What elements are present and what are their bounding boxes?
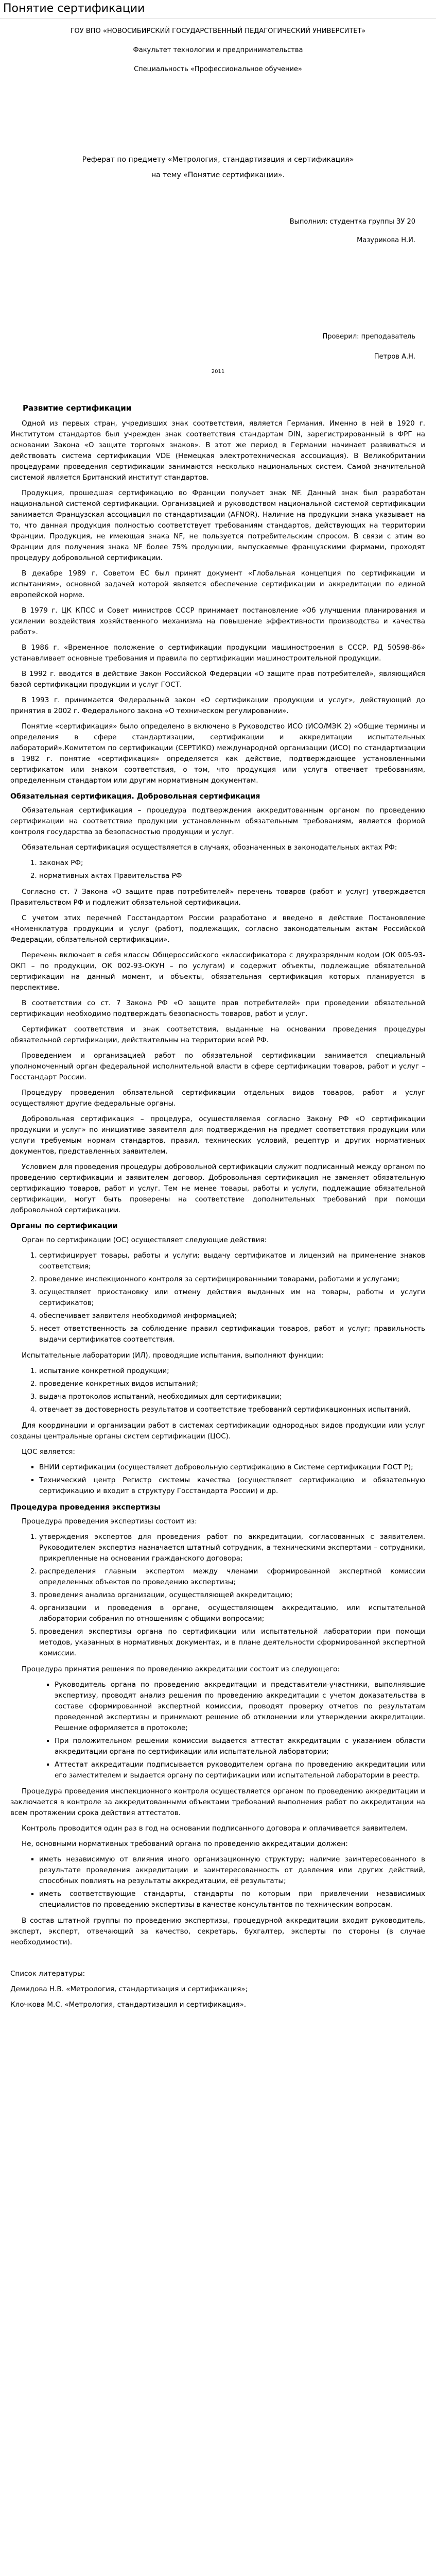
report-subject: Реферат по предмету «Метрология, стандартизация и сертификация» [82,156,354,164]
list-item: ▪ При положительном решении комиссии выдается аттестат аккредитации с указанием области аккредитации органа по сертификации или испытательной лаборатории; [55,1736,425,1757]
paragraph: Продукция, прошедшая сертификацию во Франции получает знак NF. Данный знак был разработан национальной системой сертификации. Организацией и руководством национальной системой сертификации занимается Французская ассоциация по стандартизации (AFNOR). Наличие на продукции знака указывает на то, что данная продукция полностью соответствует требованиям стандартов, действующих на территории Франции. Продукция, не имеющая знака NF, не пользуется потребительским спросом. В связи с этим во Франции для получения знака NF более 75% продукции, выпускаемые французскими фирмами, проходят процедуру добровольной сертификации. [10,489,425,562]
list-item: 2. нормативных актах Правительства РФ [39,871,425,882]
paragraph: Процедура принятия решения по проведению аккредитации состоит из следующего: [22,1665,340,1673]
list-item: 3. проведения анализа организации, осуществляющей аккредитацию; [39,1590,425,1601]
list-item: 1. утверждения экспертов для проведения работ по аккредитации, согласованных с заявителем. Руководителем экспертиз назначается штатный сотрудник, а техническими экспертами – сотрудники, прикрепленные на основании гражданского договора; [39,1532,425,1564]
paragraph: В соответствии со ст. 7 Закона РФ «О защите прав потребителей» при проведении обязательной сертификации необходимо подтверждать безопасность товаров, работ и услуг. [10,999,425,1018]
paragraph: Обязательная сертификация осуществляется в случаях, обозначенных в законодательных актах РФ: [22,843,397,852]
university-name: ГОУ ВПО «НОВОСИБИРСКИЙ ГОСУДАРСТВЕННЫЙ ПЕДАГОГИЧЕСКИЙ УНИВЕРСИТЕТ» [70,27,366,35]
numbered-list [10,1532,425,1659]
paragraph: Обязательная сертификация – процедура подтверждения аккредитованным органом по проведению сертификации на соответствие продукции установленным обязательным требованиям, является формой контроля государства за безопасностью продукции и услуг. [10,806,425,836]
list-item: 1. законах РФ; [39,858,425,869]
section-title-bodies: Органы по сертификации [10,1222,118,1230]
paragraph: В декабре 1989 г. Советом ЕС был принят документ «Глобальная концепция по сертификации и испытаниям», основной задачей которой является обеспечение сертификации и аккредитации по единой европейской норме. [10,569,425,599]
author-name: Мазурикова Н.И. [357,236,415,244]
paragraph: Для координации и организации работ в системах сертификации однородных видов продукции или услуг созданы центральные органы систем сертификации (ЦОС). [10,1421,425,1440]
literature-item: Демидова Н.В. «Метрология, стандартизация и сертификация»; [10,1985,248,1993]
list-item: 1. сертифицирует товары, работы и услуги; выдачу сертификатов и лицензий на применение знаков соответствия; [39,1250,425,1272]
paragraph: Проведением и организацией работ по обязательной сертификации занимается специальный уполномоченный орган федеральной исполнительной власти в сфере сертификации товаров, работ и услуг – Госстандарт России. [10,1052,425,1081]
faculty-name: Факультет технологии и предпринимательства [133,46,303,54]
reviewer-label: Проверил: преподаватель [322,333,415,341]
paragraph: Контроль проводится один раз в год на основании подписанного договора и оплачивается заявителем. [22,1824,408,1833]
paragraph: Одной из первых стран, учредивших знак соответствия, является Германия. Именно в ней в 1920 г. Институтом стандартов был учрежден знак соответствия стандартам DIN, зарегистрированный в ФРГ на основании Закона «О защите торговых знаков». В этот же период в Германии начинает развиваться и действовать система сертификации VDE (Немецкая электротехническая ассоциация). В Великобритании процедурами проведения сертификации занимаются несколько национальных систем. Самой значительной системой является Британский институт стандартов. [10,419,425,482]
list-item: 3. выдача протоколов испытаний, необходимых для сертификации; [39,1392,425,1402]
author-block [290,213,415,250]
paragraph: ЦОС является: [22,1448,75,1456]
list-item: ▪ иметь соответствующие стандарты, стандарты по которым при привлечении независимых специалистов по проведению экспертизы в качестве консультантов по техническим вопросам. [39,1889,425,1910]
list-item: 5. несет ответственность за соблюдение правил сертификации товаров, работ и услуг; правильность выдачи сертификатов соответствия. [39,1324,425,1345]
bullet-list [10,1462,425,1497]
specialty-name: Специальность «Профессиональное обучение» [134,65,302,73]
section-title-mandatory: Обязательная сертификация. Добровольная сертификация [10,792,260,801]
paragraph: Процедура проведения экспертизы состоит из: [22,1517,197,1526]
numbered-list [10,1366,425,1415]
paragraph: Орган по сертификации (ОС) осуществляет следующие действия: [22,1236,267,1244]
literature-title: Список литературы: [10,1970,85,1978]
section-title-procedure: Процедура проведения экспертизы [10,1503,161,1512]
list-item: 4. обеспечивает заявителя необходимой информацией; [39,1311,425,1321]
list-item: 4. отвечает за достоверность результатов и соответствие требований сертификационных испытаний. [39,1404,425,1415]
list-item: ▪ Технический центр Регистр системы качества (осуществляет сертификацию и обязательную сертификацию и входит в структуру Госстандарта России) и др. [39,1475,425,1497]
numbered-list [10,1250,425,1345]
paragraph: В 1979 г. ЦК КПСС и Совет министров СССР принимает постановление «Об улучшении планирования и усилении воздействия хозяйственного механизма на повышение эффективности производства и качества работ». [10,606,425,636]
list-item: ▪ Руководитель органа по проведению аккредитации и представители-участники, выполнявшие экспертизу, проводят анализ решения по проведению аккредитации с учетом доказательства в составе сформированной экспертной комиссии, проводят проверку отчетов по результатам проведенной экспертизы и принимают решение об отклонении или утверждении аккредитации. Решение оформляется в протоколе; [55,1680,425,1734]
reviewer-name: Петров А.Н. [374,353,415,361]
bullet-list [10,1854,425,1910]
paragraph: С учетом этих перечней Госстандартом России разработано и введено в действие Постановление «Номенклатура продукции и услуг (работ), подлежащих, согласно законодательным актам Российской Федерации, обязательной сертификации». [10,914,425,944]
list-item: 3. осуществляет приостановку или отмену действия выданных им на товары, работы и услуги сертификатов; [39,1287,425,1309]
literature-item: Клочкова М.С. «Метрология, стандартизация и сертификация». [10,2001,247,2009]
page-title: Понятие сертификации [3,2,145,15]
numbered-list [10,858,425,882]
paragraph: Добровольная сертификация – процедура, осуществляемая согласно Закону РФ «О сертификации продукции и услуг» по инициативе заявителя для подтверждения на предмет соответствия продукции или услуги требуемым нормам стандартов, правил, технических условий, рецептур и других нормативных документов, представленных заявителем. [10,1115,425,1156]
paragraph: Условием для проведения процедуры добровольной сертификации служит подписанный между органом по проведению сертификации и заявителем договор. Добровольная сертификация не заменяет обязательную сертификацию товаров, работ и услуг. Тем не менее товары, работы и услуги, подлежащие обязательной сертификации, могут быть проверены на соответствие дополнительных требований при помощи добровольной сертификации. [10,1163,425,1214]
list-item: 2. распределения главным экспертом между членами сформированной экспертной комиссии определенных объектов по проведению экспертизы; [39,1566,425,1588]
list-item-wrapper [39,1680,425,1781]
list-item: 4. организации и проведения в органе, осуществляющем аккредитацию, или испытательной лаборатории собрания по отношениям с общими вопросами; [39,1603,425,1624]
literature-block [10,1969,425,2010]
paragraph: В 1986 г. «Временное положение о сертификации продукции машиностроения в СССР. РД 50598-86» устанавливает основные требования и правила по сертификации машиностроительной продукции. [10,643,425,663]
list-item: 5. проведения экспертизы органа по сертификации или испытательной лаборатории при помощи методов, указанных в нормативных документах, и в плане деятельности сформированной экспертной комиссии. [39,1626,425,1659]
paragraph: В 1993 г. принимается Федеральный закон «О сертификации продукции и услуг», действующий до принятия в 2002 г. Федерального закона «О техническом регулировании». [10,696,425,715]
nested-bullet-list [39,1680,425,1781]
list-item: ▪ иметь независимую от влияния иного организационную структуру; наличие заинтересованного в результате проведения аккредитации и заинтересованность от давления или других действий, способных повлиять на результаты аккредитации, её результаты; [39,1854,425,1887]
author-label: Выполнил: студентка группы ЗУ 20 [289,218,415,226]
bullet-list [10,1680,425,1781]
paragraph: В 1992 г. вводится в действие Закон Российской Федерации «О защите прав потребителей», являющийся базой сертификации продукции и услуг ГОСТ. [10,670,425,689]
list-item: 2. проведение конкретных видов испытаний; [39,1379,425,1389]
title-page-header [0,22,436,79]
paragraph: Не, основными нормативных требований органа по проведению аккредитации должен: [22,1840,348,1848]
paragraph: Перечень включает в себя классы Общероссийского «классификатора с двухразрядным кодом (ОК 005-93-ОКП – по продукции, ОК 002-93-ОКУН – по услугам) и содержит объекты, подлежащие обязательной сертификации на данный момент, и объекты, обязательная сертификация которых планируется в перспективе. [10,951,425,992]
report-title-block [0,152,436,183]
reviewer-block [323,327,416,367]
paragraph: Сертификат соответствия и знак соответствия, выданные на основании проведения процедуры обязательной сертификации, действительны на территории всей РФ. [10,1025,425,1044]
list-item: ▪ ВНИИ сертификации (осуществляет добровольную сертификацию в Системе сертификации ГОСТ Р); [39,1462,425,1473]
paragraph: Испытательные лаборатории (ИЛ), проводящие испытания, выполняют функции: [22,1351,324,1360]
list-item: 2. проведение инспекционного контроля за сертифицированными товарами, работами и услугами; [39,1274,425,1285]
document-body [10,402,425,2015]
paragraph: В состав штатной группы по проведению экспертизы, процедурной аккредитации входит руководитель, эксперт, эксперт, отвечающий за качество, секретарь, бухгалтер, эксперты по стороны (в случае необходимости). [10,1917,425,1946]
report-topic: на тему «Понятие сертификации». [151,171,285,179]
section-title-development: Развитие сертификации [23,403,132,413]
list-item: 1. испытание конкретной продукции; [39,1366,425,1377]
paragraph: Процедура проведения инспекционного контроля осуществляется органом по проведению аккредитации и заключается в контроле за аккредитованными объектами требований выполнения работ по аккредитации на всем протяжении срока действия аттестатов. [10,1787,425,1817]
paragraph: Понятие «сертификация» было определено в включено в Руководство ИСО (ИСО/МЭК 2) «Общие термины и определения в сфере стандартизации, сертификации и аккредитации испытательных лабораторий».Комитетом по сертификации (СЕРТИКО) международной организации (ИСО) по стандартизации в 1982 г. понятие «сертификация» определяется как действие, подтверждающее установленными сертификатом или знаком соответствия, о том, что продукция или услуга отвечает требованиям, определенным стандартом или другим нормативным документам. [10,722,425,785]
year: 2011 [211,369,225,375]
list-item: ▪ Аттестат аккредитации подписывается руководителем органа по проведению аккредитации или его заместителем и выдается органу по сертификации или испытательной лаборатории в реестр. [55,1759,425,1781]
paragraph: Процедуру проведения обязательной сертификации отдельных видов товаров, работ и услуг осуществляют другие федеральные органы. [10,1089,425,1108]
paragraph: Согласно ст. 7 Закона «О защите прав потребителей» перечень товаров (работ и услуг) утверждается Правительством РФ и подлежит обязательной сертификации. [10,888,425,907]
